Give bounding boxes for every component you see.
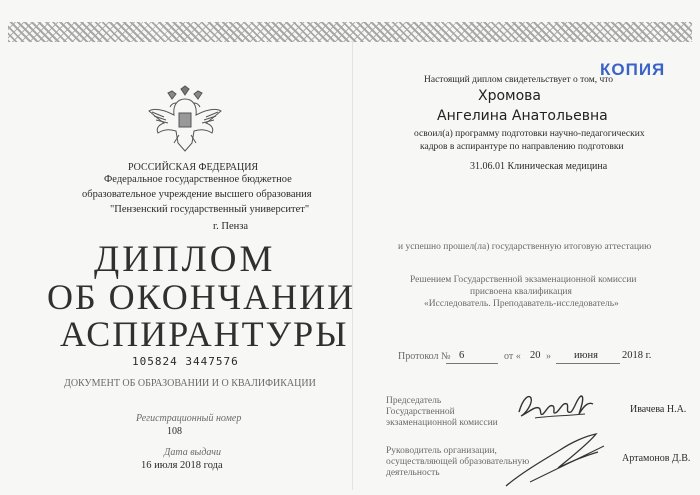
protocol-label: Протокол № xyxy=(398,351,451,362)
head-signature xyxy=(500,432,620,492)
protocol-number: 6 xyxy=(459,350,465,361)
month-underline xyxy=(556,363,620,364)
registration-number: 108 xyxy=(167,426,182,437)
specialty: 31.06.01 Клиническая медицина xyxy=(470,161,608,172)
protocol-day: 20 xyxy=(530,350,541,361)
attestation-text: и успешно прошел(ла) государственную итоговую аттестацию xyxy=(398,242,652,252)
institution-line-1: Федеральное государственное бюджетное xyxy=(104,174,292,185)
issue-date-value: 16 июля 2018 года xyxy=(141,460,223,471)
chair-signature xyxy=(515,388,600,423)
university-name: "Пензенский государственный университет" xyxy=(110,204,310,215)
issue-date-label: Дата выдачи xyxy=(164,447,222,458)
head-line-1: Руководитель организации, xyxy=(386,446,497,456)
chair-line-3: экзаменационной комиссии xyxy=(386,418,498,428)
head-line-2: осуществляющей образовательную xyxy=(386,457,530,467)
chair-name: Ивачева Н.А. xyxy=(630,404,687,415)
head-line-3: деятельность xyxy=(386,468,440,478)
page-fold xyxy=(352,40,353,490)
copy-stamp: КОПИЯ xyxy=(600,60,666,79)
day-close-quote: » xyxy=(546,351,551,362)
program-line-1: освоил(а) программу подготовки научно-педагогических xyxy=(414,129,645,139)
protocol-month: июня xyxy=(574,350,598,361)
registration-label: Регистрационный номер xyxy=(136,413,242,424)
protocol-underline xyxy=(446,363,498,364)
city-label: г. Пенза xyxy=(213,221,249,232)
document-type: ДОКУМЕНТ ОБ ОБРАЗОВАНИИ И О КВАЛИФИКАЦИИ xyxy=(64,378,316,389)
protocol-year: 2018 г. xyxy=(622,350,652,361)
decision-line-1: Решением Государственной экзаменационной комиссии xyxy=(410,275,637,285)
diploma-title-line-1: ДИПЛОМ xyxy=(94,239,276,280)
qualification: «Исследователь. Преподаватель-исследователь» xyxy=(424,299,619,309)
decision-line-2: присвоена квалификация xyxy=(470,287,572,297)
from-label: от « xyxy=(504,351,521,362)
decorative-border xyxy=(8,22,692,42)
program-line-2: кадров в аспирантуре по направлению подготовки xyxy=(420,142,624,152)
institution-line-2: образовательное учреждение высшего образования xyxy=(82,189,312,200)
chair-line-1: Председатель xyxy=(386,396,442,406)
diploma-title-line-3: АСПИРАНТУРЫ xyxy=(60,314,349,354)
chair-line-2: Государственной xyxy=(386,407,455,417)
double-headed-eagle-emblem xyxy=(146,85,224,155)
serial-number: 105824 3447576 xyxy=(132,355,239,368)
federation-label: РОССИЙСКАЯ ФЕДЕРАЦИЯ xyxy=(128,162,259,173)
graduate-given-names: Ангелина Анатольевна xyxy=(437,108,608,124)
certify-text: Настоящий диплом свидетельствует о том, что xyxy=(424,75,614,85)
diploma-title-line-2: ОБ ОКОНЧАНИИ xyxy=(47,277,356,317)
graduate-surname: Хромова xyxy=(478,88,541,104)
head-name: Артамонов Д.В. xyxy=(622,453,691,464)
